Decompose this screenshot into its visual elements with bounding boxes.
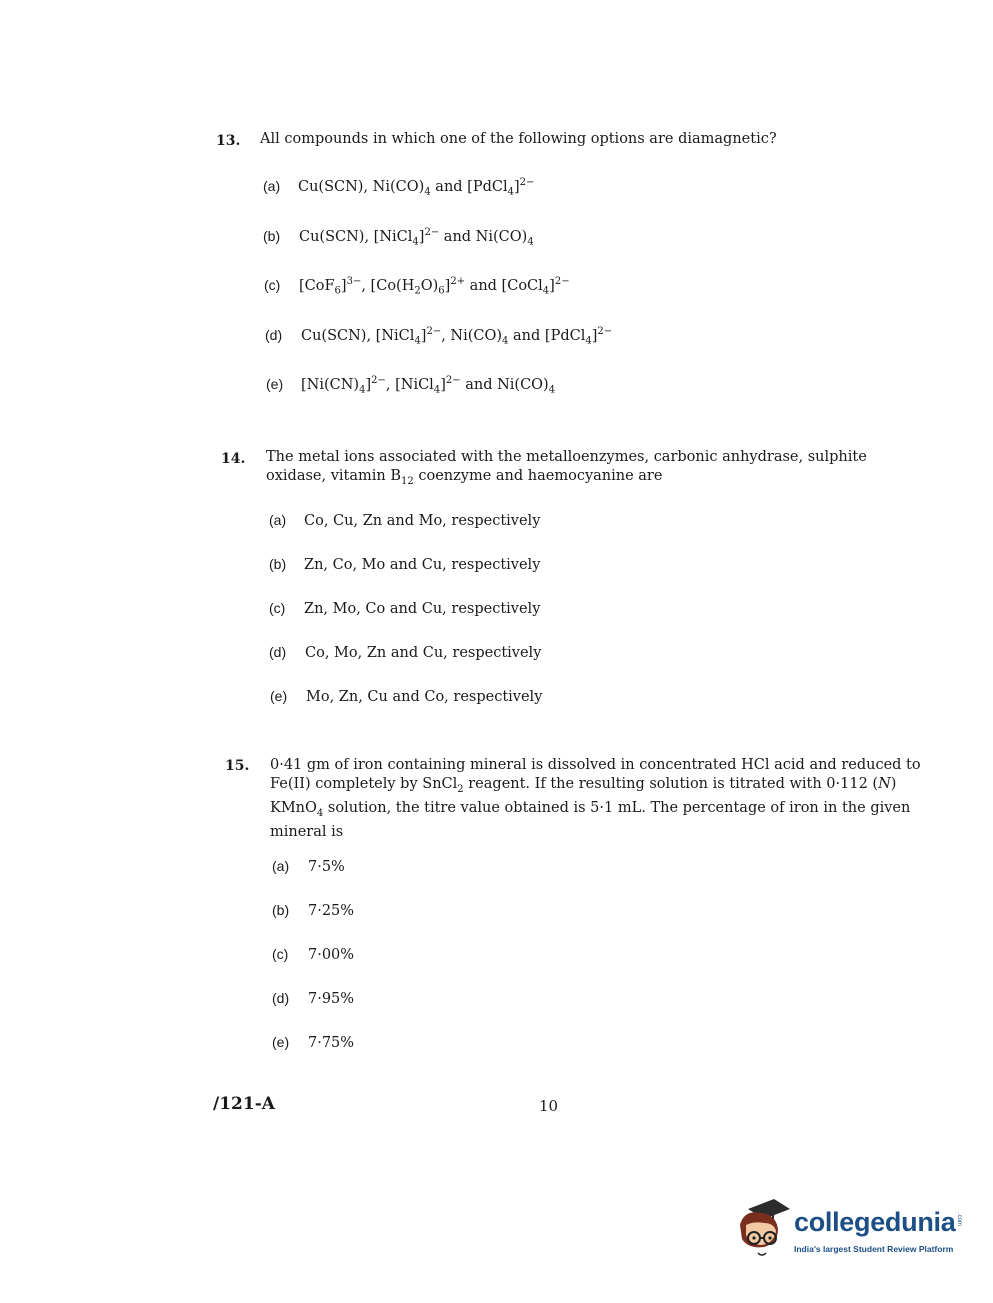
- option-label: (b): [272, 902, 290, 918]
- collegedunia-logo[interactable]: [734, 1195, 964, 1265]
- option-d[interactable]: [269, 644, 541, 661]
- option-label: (c): [272, 946, 289, 962]
- question-number: 13.: [216, 133, 241, 149]
- logo-tagline: India's largest Student Review Platform: [794, 1244, 954, 1254]
- option-value: 7·5%: [308, 859, 345, 875]
- option-label: (a): [272, 858, 290, 874]
- option-label: (e): [272, 1034, 290, 1050]
- option-a[interactable]: [272, 858, 345, 875]
- option-value: 7·75%: [308, 1035, 355, 1051]
- option-value: Co, Mo, Zn and Cu, respectively: [305, 645, 542, 661]
- option-value: Co, Cu, Zn and Mo, respectively: [304, 513, 541, 529]
- logo-wordmark: collegedunia: [794, 1207, 956, 1237]
- option-label: (b): [269, 556, 287, 572]
- option-label: (e): [270, 688, 288, 704]
- option-c[interactable]: [264, 276, 570, 297]
- option-label: (a): [269, 512, 287, 528]
- option-d[interactable]: [265, 326, 612, 347]
- option-c[interactable]: [269, 600, 540, 617]
- option-label: (a): [263, 177, 281, 194]
- option-value: 7·25%: [308, 903, 355, 919]
- option-value: Mo, Zn, Cu and Co, respectively: [306, 689, 543, 705]
- option-e[interactable]: [270, 688, 542, 705]
- option-a[interactable]: [269, 512, 540, 529]
- option-value: 7·95%: [308, 991, 355, 1007]
- option-value: Zn, Co, Mo and Cu, respectively: [304, 557, 541, 573]
- logo-suffix: .com: [956, 1213, 962, 1227]
- option-label: (c): [264, 276, 281, 293]
- option-c[interactable]: [272, 946, 354, 963]
- option-label: (d): [272, 990, 290, 1006]
- mascot-icon: [734, 1195, 794, 1265]
- question-text: The metal ions associated with the metalloenzymes, carbonic anhydrase, sulphite oxidase, vitamin $B_{12}$ coenzyme and haemocyanine are: [266, 449, 867, 487]
- option-b[interactable]: [269, 556, 540, 573]
- option-value: $[Ni(CN)_4]^{2-}$, [NiCl$_4$]$^{2-}$ and $Ni(CO)_4$: [301, 375, 556, 396]
- question-number: 15.: [225, 758, 250, 774]
- question-text: 0·41 gm of iron containing mineral is dissolved in concentrated HCl acid and reduced to Fe(II) completely by SnCl$_2$ reagent. If the resulting solution is titrated with 0·112 (N) KMnO$_4$ solution, the titre value obtained is 5·1 mL. The percentage of iron in the given mineral is: [270, 757, 921, 840]
- option-b[interactable]: [263, 227, 534, 248]
- option-d[interactable]: [272, 990, 354, 1007]
- page-number: 10: [539, 1097, 559, 1115]
- option-value: Zn, Mo, Co and Cu, respectively: [304, 601, 541, 617]
- option-value: Cu(SCN), [NiCl$_4$]$^{2-}$, $Ni(CO)_4$ and [PdCl$_4$]$^{2-}$: [301, 326, 613, 347]
- option-e[interactable]: [272, 1034, 354, 1051]
- option-label: (d): [269, 644, 287, 660]
- option-label: (d): [265, 326, 283, 343]
- option-value: Cu(SCN), [NiCl$_4$]$^{2-}$ and $Ni(CO)_4$: [299, 227, 534, 248]
- option-label: (b): [263, 227, 281, 244]
- option-value: 7·00%: [308, 947, 355, 963]
- booklet-code: /121-A: [213, 1094, 275, 1114]
- option-e[interactable]: [266, 375, 555, 396]
- option-b[interactable]: [272, 902, 354, 919]
- question-number: 14.: [221, 451, 246, 467]
- option-label: (e): [266, 375, 284, 392]
- option-a[interactable]: [263, 177, 534, 198]
- option-value: $[CoF_6]^{3-}$, $[Co(H_2O)_6]^{2+}$ and [CoCl$_4$]$^{2-}$: [299, 276, 570, 297]
- option-label: (c): [269, 600, 286, 616]
- option-value: Cu(SCN), $Ni(CO)_4$ and [PdCl$_4$]$^{2-}$: [298, 177, 535, 198]
- question-text: All compounds in which one of the following options are diamagnetic?: [260, 131, 777, 147]
